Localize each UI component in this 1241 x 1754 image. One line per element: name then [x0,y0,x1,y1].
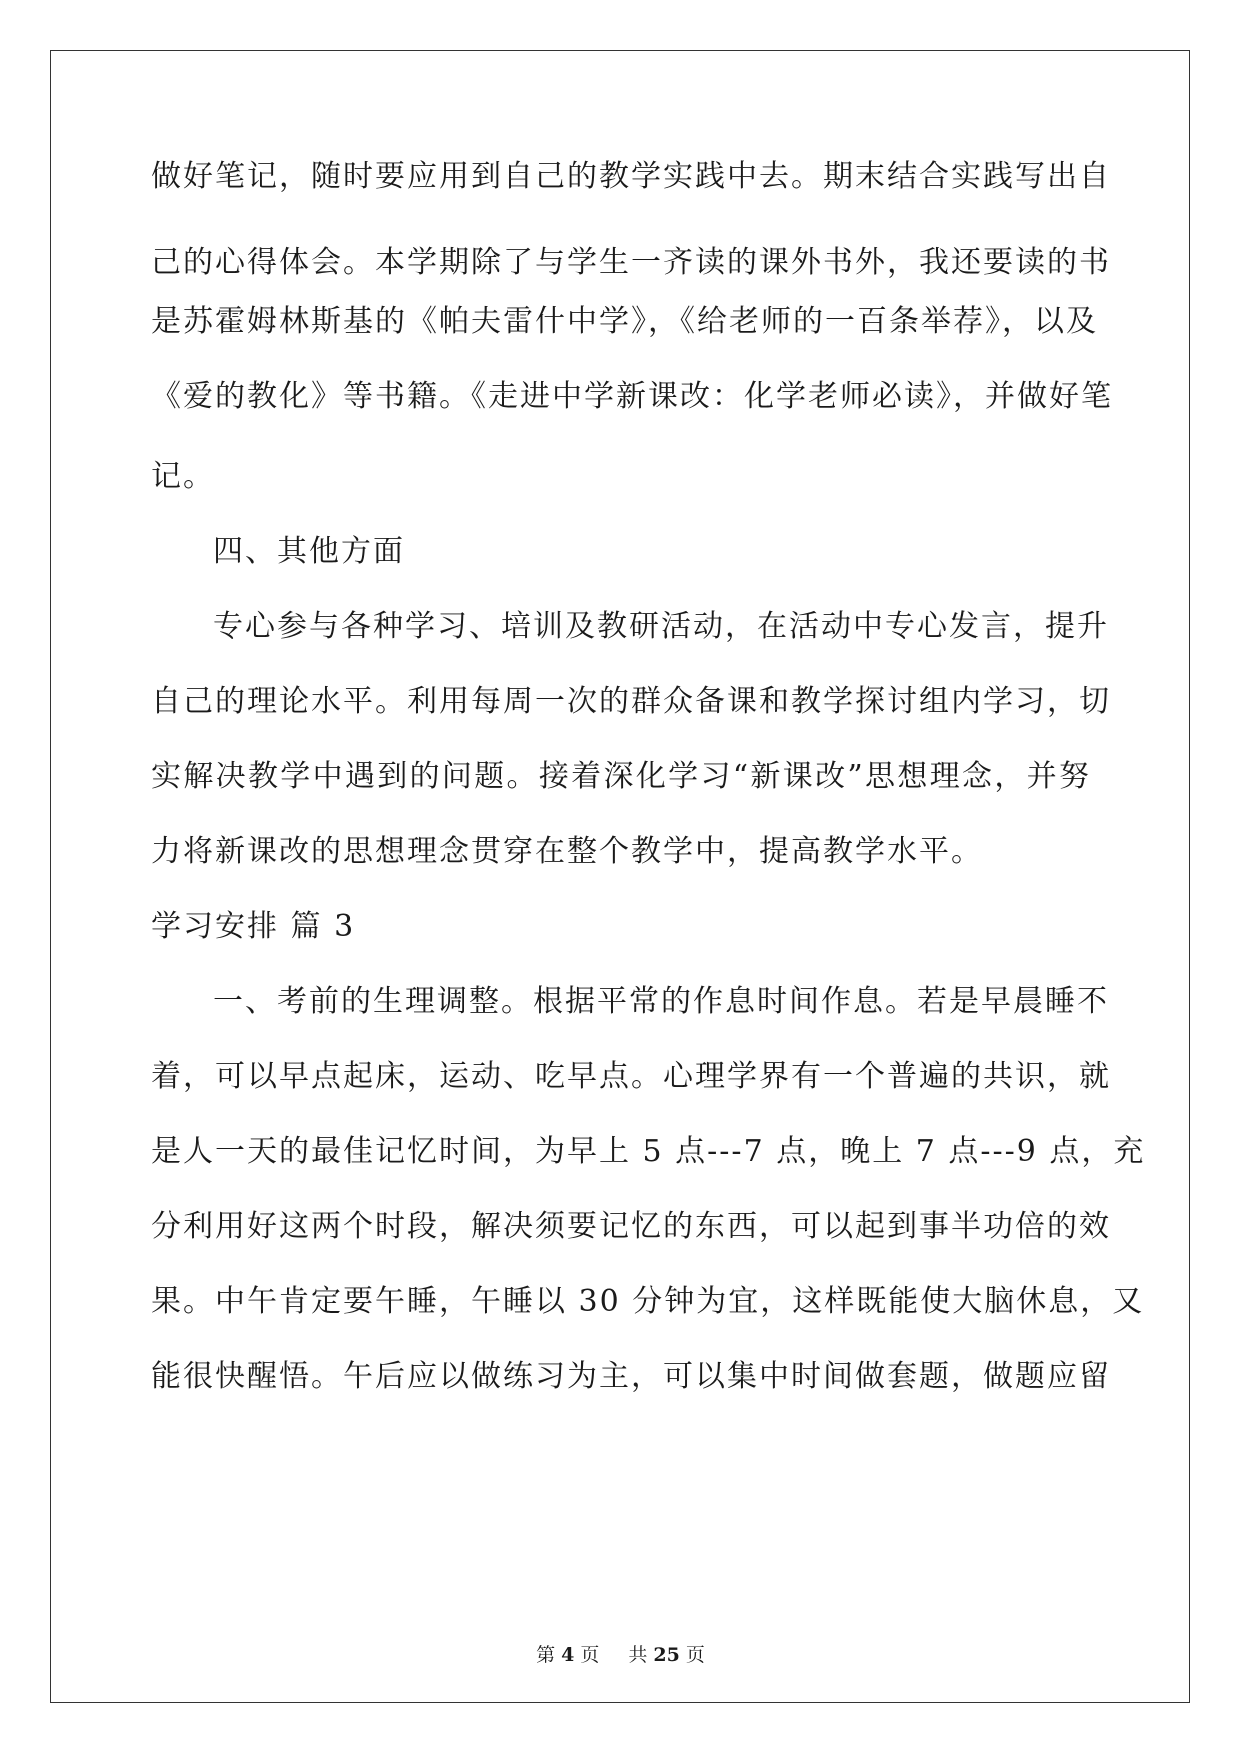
text-line: 能很快醒悟。午后应以做练习为主，可以集中时间做套题，做题应留 [151,1359,1111,1394]
section-heading: 四、其他方面 [213,534,405,569]
text-line: 是苏霍姆林斯基的《帕夫雷什中学》，《给老师的一百条举荐》，以及 [151,304,1098,339]
text-line: 分利用好这两个时段，解决须要记忆的东西，可以起到事半功倍的效 [151,1209,1111,1244]
text-line: 记。 [151,459,215,494]
total-prefix: 共 [628,1644,648,1666]
text-line: 《爱的教化》等书籍。《走进中学新课改：化学老师必读》，并做好笔 [151,379,1113,414]
paragraph-first-line: 专心参与各种学习、培训及教研活动，在活动中专心发言，提升 [213,609,1109,644]
text-line: 己的心得体会。本学期除了与学生一齐读的课外书外，我还要读的书 [151,245,1111,280]
page-number: 4 [561,1644,575,1666]
text-line: 力将新课改的思想理念贯穿在整个教学中，提高教学水平。 [151,834,983,869]
text-line: 做好笔记，随时要应用到自己的教学实践中去。期末结合实践写出自 [151,159,1111,194]
page-footer [0,1644,1241,1666]
article-heading: 学习安排 篇 3 [151,909,356,944]
text-line: 着，可以早点起床，运动、吃早点。心理学界有一个普遍的共识，就 [151,1059,1111,1094]
total-pages: 25 [653,1644,680,1666]
page-suffix: 页 [580,1644,600,1666]
total-indicator [625,1644,707,1666]
text-line: 是人一天的最佳记忆时间，为早上 5 点---7 点，晚上 7 点---9 点，充 [151,1134,1146,1169]
text-line: 果。中午肯定要午睡，午睡以 30 分钟为宜，这样既能使大脑休息，又 [151,1284,1145,1319]
total-suffix: 页 [685,1644,705,1666]
text-line: 实解决教学中遇到的问题。接着深化学习“新课改”思想理念，并努 [151,759,1091,794]
page-border [50,50,1190,1703]
paragraph-first-line: 一、考前的生理调整。根据平常的作息时间作息。若是早晨睡不 [213,984,1109,1019]
page-indicator [533,1644,602,1666]
text-line: 自己的理论水平。利用每周一次的群众备课和教学探讨组内学习，切 [151,684,1111,719]
page-prefix: 第 [536,1644,556,1666]
